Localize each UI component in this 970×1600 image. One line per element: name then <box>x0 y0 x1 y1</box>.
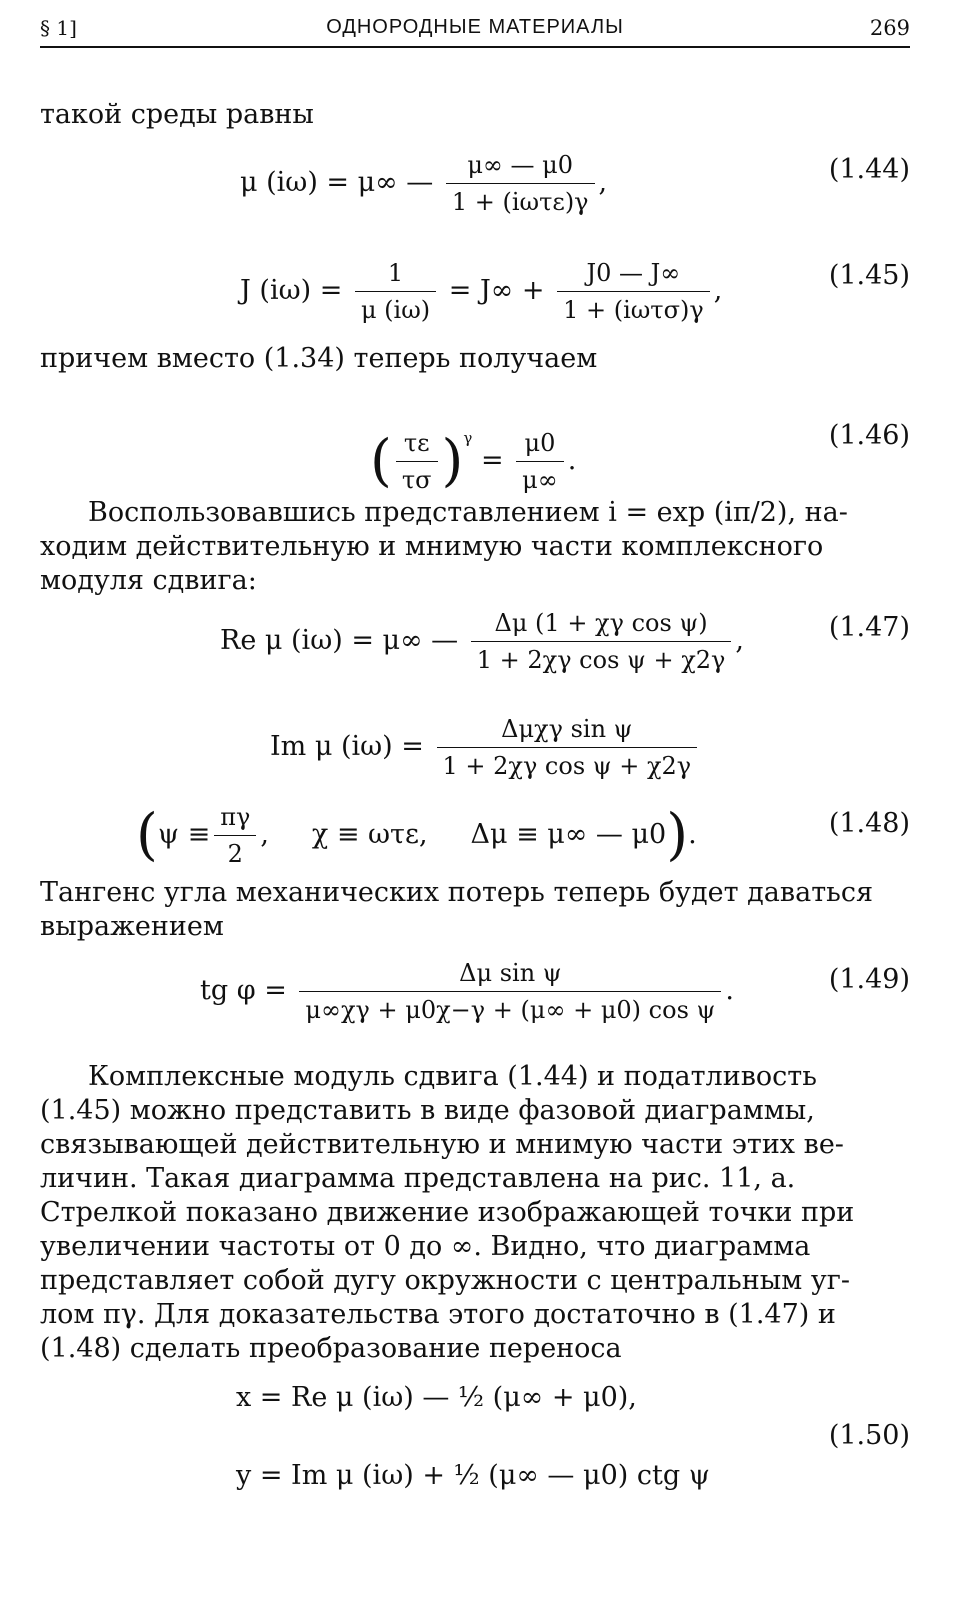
equation-number-1-47: (1.47) <box>828 612 910 643</box>
fraction: $\frac{\mu\infty — \mu 0}{\text{1 + (iωτε)γ}}$ <box>446 150 595 217</box>
equation-number-1-45: (1.45) <box>828 260 910 291</box>
equation-1-50-x: x = Re μ (iω) — ½ (μ∞ + μ0), <box>236 1382 637 1413</box>
paragraph-intro: такой среды равны <box>40 99 314 130</box>
equation-number-1-44: (1.44) <box>828 154 910 185</box>
paragraph-phase-diagram: Комплексные модуль сдвига (1.44) и податливость <box>88 1061 817 1092</box>
equation-number-1-46: (1.46) <box>828 420 910 451</box>
fraction: $\frac{\text{Δμ (1 + χγ cos ψ)}}{\text{1 + 2χγ cos ψ + χ2γ}}$ <box>471 608 732 675</box>
book-page: § 1] ОДНОРОДНЫЕ МАТЕРИАЛЫ 269 такой среды равны μ (iω) = μ∞ — $\frac{\mu\infty — \mu 0}{\text{1 + (iωτε)γ}}$ , (1.44) J (iω) = $\frac{1}{\mu (i\omega)}$ = J∞ + $\frac{J0 — J\infty}{\text{1 + (iωτσ)γ}}$ , (1.45) причем вместо (1.34) теперь получаем ( $\frac{\tau\varepsilon}{\tau\sigma}$ )$^\gamma$ = $\frac{\mu 0}{\mu\infty}$ . (1.46) Воспользовавшись представлением i = exp (iπ/2), на- ходим действительную и мнимую части комплексного модуля сдвига: Re μ (iω) = μ∞ — $\frac{\text{Δμ (1 + χγ cos ψ)}}{\text{1 + 2χγ cos ψ + χ2γ}}$ , (1.47) Im μ (iω) = $\frac{\text{Δμχγ sin ψ}}{\text{1 + 2χγ cos ψ + χ2γ}}$ (ψ ≡ $\frac{\pi\gamma}{2}$ , χ ≡ ωτε, Δμ ≡ μ∞ — μ0). (1.48) Тангенс угла механических потерь теперь будет даваться выражением tg φ = $\frac{\text{Δμ sin ψ}}{\text{μ∞χγ + μ0χ−γ + (μ∞ + μ0) cos ψ}}$ . (1.49) Комплексные модуль сдвига (1.44) и податливость (1.45) можно представить в виде фазовой диаграммы, связывающей действительную и мнимую части этих ве- личин. Такая диаграмма представлена на рис. 11, а. Стрелкой показано движение изображающей точки при увеличении частоты от 0 до ∞. Видно, что диаграмма представляет собой дугу окружности с центральным уг- лом πγ. Для доказательства этого достаточно в (1.47) и (1.48) сделать преобразование переноса x = Re μ (iω) — ½ (μ∞ + μ0), (1.50) y = Im μ (iω) + ½ (μ∞ — μ0) ctg ψ <box>40 0 910 1600</box>
paragraph-tangent: Тангенс угла механических потерь теперь будет даваться <box>40 877 873 908</box>
section-marker: § 1] <box>40 16 77 40</box>
page-number: 269 <box>869 16 910 40</box>
fraction: $\frac{\mu 0}{\mu\infty}$ <box>516 428 564 495</box>
fraction: $\frac{J0 — J\infty}{\text{1 + (iωτσ)γ}}$ <box>557 258 710 325</box>
equation-number-1-50: (1.50) <box>828 1420 910 1451</box>
equation-1-48: (ψ ≡ $\frac{\pi\gamma}{2}$ , χ ≡ ωτε, Δμ ≡ μ∞ — μ0). <box>136 802 697 868</box>
equation-number-1-48: (1.48) <box>828 808 910 839</box>
paragraph-representation: Воспользовавшись представлением i = exp (iπ/2), на- <box>88 497 848 528</box>
header-title: ОДНОРОДНЫЕ МАТЕРИАЛЫ <box>326 16 624 38</box>
fraction: $\frac{1}{\mu (i\omega)}$ <box>355 258 436 325</box>
fraction: $\frac{\pi\gamma}{2}$ <box>214 802 256 869</box>
equation-1-47: Re μ (iω) = μ∞ — $\frac{\text{Δμ (1 + χγ cos ψ)}}{\text{1 + 2χγ cos ψ + χ2γ}}$ , <box>220 609 744 674</box>
paragraph-instead: причем вместо (1.34) теперь получаем <box>40 343 598 374</box>
equation-number-1-49: (1.49) <box>828 964 910 995</box>
equation-1-46: ( $\frac{\tau\varepsilon}{\tau\sigma}$ )$^\gamma$ = $\frac{\mu 0}{\mu\infty}$ . <box>370 428 577 494</box>
equation-1-44: μ (iω) = μ∞ — $\frac{\mu\infty — \mu 0}{\text{1 + (iωτε)γ}}$ , <box>240 151 608 216</box>
running-header <box>40 12 910 48</box>
equation-1-50-y: y = Im μ (iω) + ½ (μ∞ — μ0) ctg ψ <box>236 1460 710 1491</box>
equation-im-part: Im μ (iω) = $\frac{\text{Δμχγ sin ψ}}{\text{1 + 2χγ cos ψ + χ2γ}}$ <box>270 714 701 754</box>
equation-1-45: J (iω) = $\frac{1}{\mu (i\omega)}$ = J∞ + $\frac{J0 — J\infty}{\text{1 + (iωτσ)γ}}$ , <box>240 259 723 324</box>
equation-1-49: tg φ = $\frac{\text{Δμ sin ψ}}{\text{μ∞χγ + μ0χ−γ + (μ∞ + μ0) cos ψ}}$ . <box>200 959 734 1024</box>
fraction: $\frac{\text{Δμχγ sin ψ}}{\text{1 + 2χγ cos ψ + χ2γ}}$ <box>437 714 698 781</box>
fraction: $\frac{\text{Δμ sin ψ}}{\text{μ∞χγ + μ0χ−γ + (μ∞ + μ0) cos ψ}}$ <box>299 958 721 1025</box>
fraction: $\frac{\tau\varepsilon}{\tau\sigma}$ <box>396 428 438 495</box>
